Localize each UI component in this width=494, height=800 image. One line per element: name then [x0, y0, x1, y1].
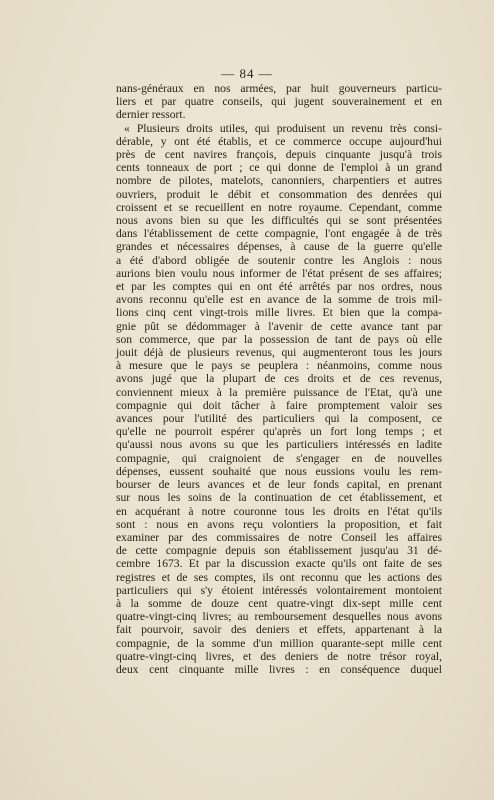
text-line: quatre-vingt-cinq livres; au remboursement desquelles nous avons: [116, 610, 442, 624]
text-line: avons reconnu qu'elle est en avance de la somme de trois mil-: [116, 293, 442, 307]
text-line: cents tonneaux de port ; ce qui donne de l'emploi à un grand: [116, 161, 442, 175]
text-line: grandes et nécessaires dépenses, à cause de la guerre qu'elle: [116, 240, 442, 254]
text-line: examiner par des commissaires de notre Conseil les affaires: [116, 530, 442, 544]
text-line: nombre de pilotes, matelots, canonniers, charpentiers et autres: [116, 174, 442, 188]
text-line: dérable, y ont été établis, et ce commerce occupe aujourd'hui: [116, 134, 442, 148]
text-line: compagnie qui doit tâcher à faire promptement valoir ses: [116, 398, 442, 412]
text-line: sur nous les soins de la continuation de cet établissement, et: [116, 491, 442, 505]
text-line: a été d'abord obligée de soutenir contre les Anglois : nous: [116, 253, 442, 267]
text-line: ouvriers, produit le débit et consommation des denrées qui: [116, 187, 442, 201]
text-line: en acquérant à notre couronne tous les droits en l'état qu'ils: [116, 504, 442, 518]
text-line: compagnie, qui craignoient de s'engager en de nouvelles: [116, 451, 442, 465]
text-line: registres et de ses comptes, ils ont reconnu que les actions des: [116, 570, 442, 584]
text-line: dépenses, eussent souhaité que nous eussions voulu les rem-: [116, 464, 442, 478]
text-line: liers et par quatre conseils, qui jugent souverainement et en: [116, 95, 442, 109]
text-line: conviennent mieux à la première puissance de l'Etat, qu'à une: [116, 385, 442, 399]
page-number: — 84 —: [221, 66, 273, 81]
text-line: cembre 1673. Et par la discussion exacte qu'ils ont faite de ses: [116, 557, 442, 571]
text-line: bourser de leurs avances et de leur fonds capital, en prenant: [116, 478, 442, 492]
text-line: dans l'établissement de cette compagnie, l'ont engagée à de très: [116, 227, 442, 241]
text-line: son commerce, que par la possession de tant de pays où elle: [116, 332, 442, 346]
text-line: avons jugé que la plupart de ces droits et de ces revenus,: [116, 372, 442, 386]
text-line: nans-généraux en nos armées, par huit gouverneurs particu-: [116, 82, 442, 95]
text-line: croissent et se recueillent en notre royaume. Cependant, comme: [116, 200, 442, 214]
text-line: nous avons bien su que les difficultés qui se sont présentées: [116, 214, 442, 228]
text-line: quatre-vingt-cinq livres, et des deniers de notre trésor royal,: [116, 649, 442, 663]
text-line: et par les comptes qui en ont été arrêtés par nos ordres, nous: [116, 280, 442, 294]
text-line: à mesure que le pays se peuplera : néanmoins, comme nous: [116, 359, 442, 373]
text-line: qu'aussi nous avons su que les particuliers intéressés en ladite: [116, 438, 442, 452]
text-line: de cette compagnie depuis son établissement jusqu'au 31 dé-: [116, 544, 442, 558]
text-line: aurions bien voulu nous informer de l'état présent de ses affaires;: [116, 266, 442, 280]
text-line: compagnie, de la somme d'un million quarante-sept mille cent: [116, 636, 442, 650]
text-line: gnie pût se dédommager à l'avenir de cette avance tant par: [116, 319, 442, 333]
text-line: près de cent navires françois, depuis cinquante jusqu'à trois: [116, 148, 442, 162]
text-line: fait pourvoir, savoir des deniers et effets, appartenant à la: [116, 623, 442, 637]
text-line: « Plusieurs droits utiles, qui produisent un revenu très consi-: [124, 121, 442, 135]
text-line: qu'elle ne pourroit espérer qu'après un fort long temps ; et: [116, 425, 442, 439]
text-line: deux cent cinquante mille livres : en conséquence duquel: [116, 662, 442, 676]
text-line: jouit déjà de plusieurs revenus, qui augmenteront tous les jours: [116, 346, 442, 360]
text-line: sont : nous en avons reçu volontiers la proposition, et fait: [116, 517, 442, 531]
text-line: lions cinq cent vingt-trois mille livres. Et bien que la compa-: [116, 306, 442, 320]
body-text: [116, 82, 442, 676]
text-line: dernier ressort.: [116, 108, 186, 122]
text-line: particuliers qui s'y étoient intéressés volontairement montoient: [116, 583, 442, 597]
text-line: avances pour l'utilité des particuliers qui la composent, ce: [116, 412, 442, 426]
text-line: à la somme de douze cent quatre-vingt dix-sept mille cent: [116, 596, 442, 610]
